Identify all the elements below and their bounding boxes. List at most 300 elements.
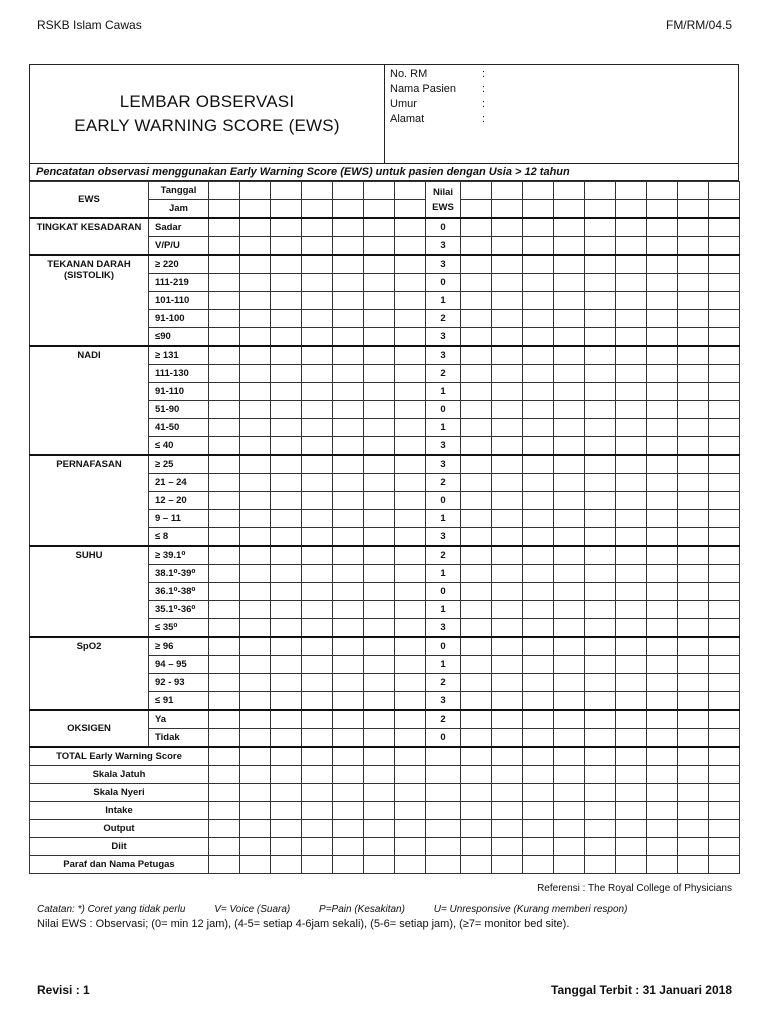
entry-cell[interactable] bbox=[678, 546, 709, 565]
entry-cell[interactable] bbox=[554, 365, 585, 383]
entry-cell[interactable] bbox=[554, 218, 585, 237]
entry-cell[interactable] bbox=[209, 729, 240, 748]
entry-cell[interactable] bbox=[395, 820, 426, 838]
entry-cell[interactable] bbox=[554, 237, 585, 256]
entry-cell[interactable] bbox=[333, 820, 364, 838]
entry-cell[interactable] bbox=[240, 838, 271, 856]
entry-cell[interactable] bbox=[240, 729, 271, 748]
entry-cell[interactable] bbox=[302, 510, 333, 528]
entry-cell[interactable] bbox=[492, 601, 523, 619]
entry-cell[interactable] bbox=[461, 820, 492, 838]
entry-cell[interactable] bbox=[333, 292, 364, 310]
entry-cell[interactable] bbox=[492, 274, 523, 292]
entry-cell[interactable] bbox=[209, 346, 240, 365]
entry-cell[interactable] bbox=[616, 274, 647, 292]
entry-cell[interactable] bbox=[333, 528, 364, 547]
entry-cell[interactable] bbox=[554, 710, 585, 729]
entry-cell[interactable] bbox=[395, 237, 426, 256]
entry-cell[interactable] bbox=[616, 747, 647, 766]
entry-cell[interactable] bbox=[461, 365, 492, 383]
entry-cell[interactable] bbox=[492, 182, 523, 200]
entry-cell[interactable] bbox=[554, 565, 585, 583]
entry-cell[interactable] bbox=[523, 546, 554, 565]
entry-cell[interactable] bbox=[492, 583, 523, 601]
entry-cell[interactable] bbox=[240, 437, 271, 456]
entry-cell[interactable] bbox=[209, 747, 240, 766]
entry-cell[interactable] bbox=[209, 310, 240, 328]
entry-cell[interactable] bbox=[523, 237, 554, 256]
entry-cell[interactable] bbox=[523, 218, 554, 237]
entry-cell[interactable] bbox=[364, 528, 395, 547]
entry-cell[interactable] bbox=[395, 328, 426, 347]
entry-cell[interactable] bbox=[240, 802, 271, 820]
entry-cell[interactable] bbox=[426, 838, 461, 856]
entry-cell[interactable] bbox=[709, 802, 740, 820]
entry-cell[interactable] bbox=[240, 365, 271, 383]
entry-cell[interactable] bbox=[364, 692, 395, 711]
entry-cell[interactable] bbox=[585, 510, 616, 528]
entry-cell[interactable] bbox=[271, 656, 302, 674]
entry-cell[interactable] bbox=[426, 766, 461, 784]
entry-cell[interactable] bbox=[209, 437, 240, 456]
entry-cell[interactable] bbox=[709, 729, 740, 748]
entry-cell[interactable] bbox=[647, 710, 678, 729]
entry-cell[interactable] bbox=[395, 601, 426, 619]
entry-cell[interactable] bbox=[461, 710, 492, 729]
entry-cell[interactable] bbox=[492, 510, 523, 528]
entry-cell[interactable] bbox=[616, 856, 647, 874]
entry-cell[interactable] bbox=[461, 182, 492, 200]
entry-cell[interactable] bbox=[678, 419, 709, 437]
entry-cell[interactable] bbox=[271, 346, 302, 365]
entry-cell[interactable] bbox=[240, 820, 271, 838]
entry-cell[interactable] bbox=[240, 274, 271, 292]
entry-cell[interactable] bbox=[492, 255, 523, 274]
entry-cell[interactable] bbox=[395, 182, 426, 200]
entry-cell[interactable] bbox=[678, 601, 709, 619]
entry-cell[interactable] bbox=[240, 583, 271, 601]
entry-cell[interactable] bbox=[333, 710, 364, 729]
entry-cell[interactable] bbox=[709, 255, 740, 274]
entry-cell[interactable] bbox=[395, 310, 426, 328]
entry-cell[interactable] bbox=[461, 200, 492, 219]
entry-cell[interactable] bbox=[209, 637, 240, 656]
entry-cell[interactable] bbox=[302, 583, 333, 601]
entry-cell[interactable] bbox=[209, 820, 240, 838]
entry-cell[interactable] bbox=[271, 310, 302, 328]
entry-cell[interactable] bbox=[585, 784, 616, 802]
entry-cell[interactable] bbox=[240, 692, 271, 711]
entry-cell[interactable] bbox=[364, 255, 395, 274]
entry-cell[interactable] bbox=[240, 565, 271, 583]
entry-cell[interactable] bbox=[461, 346, 492, 365]
entry-cell[interactable] bbox=[240, 528, 271, 547]
entry-cell[interactable] bbox=[302, 474, 333, 492]
entry-cell[interactable] bbox=[616, 292, 647, 310]
entry-cell[interactable] bbox=[678, 710, 709, 729]
entry-cell[interactable] bbox=[395, 218, 426, 237]
entry-cell[interactable] bbox=[709, 182, 740, 200]
entry-cell[interactable] bbox=[461, 255, 492, 274]
entry-cell[interactable] bbox=[709, 710, 740, 729]
entry-cell[interactable] bbox=[616, 546, 647, 565]
entry-cell[interactable] bbox=[554, 692, 585, 711]
entry-cell[interactable] bbox=[461, 856, 492, 874]
entry-cell[interactable] bbox=[492, 820, 523, 838]
entry-cell[interactable] bbox=[271, 510, 302, 528]
entry-cell[interactable] bbox=[461, 310, 492, 328]
entry-cell[interactable] bbox=[523, 856, 554, 874]
entry-cell[interactable] bbox=[678, 182, 709, 200]
entry-cell[interactable] bbox=[302, 437, 333, 456]
entry-cell[interactable] bbox=[616, 710, 647, 729]
entry-cell[interactable] bbox=[554, 419, 585, 437]
entry-cell[interactable] bbox=[271, 856, 302, 874]
entry-cell[interactable] bbox=[492, 766, 523, 784]
entry-cell[interactable] bbox=[302, 346, 333, 365]
entry-cell[interactable] bbox=[554, 838, 585, 856]
entry-cell[interactable] bbox=[585, 437, 616, 456]
entry-cell[interactable] bbox=[271, 747, 302, 766]
entry-cell[interactable] bbox=[585, 419, 616, 437]
entry-cell[interactable] bbox=[364, 401, 395, 419]
entry-cell[interactable] bbox=[271, 692, 302, 711]
entry-cell[interactable] bbox=[271, 710, 302, 729]
entry-cell[interactable] bbox=[461, 492, 492, 510]
entry-cell[interactable] bbox=[395, 401, 426, 419]
entry-cell[interactable] bbox=[616, 692, 647, 711]
entry-cell[interactable] bbox=[647, 565, 678, 583]
entry-cell[interactable] bbox=[616, 656, 647, 674]
entry-cell[interactable] bbox=[678, 218, 709, 237]
entry-cell[interactable] bbox=[554, 200, 585, 219]
entry-cell[interactable] bbox=[209, 419, 240, 437]
entry-cell[interactable] bbox=[647, 692, 678, 711]
entry-cell[interactable] bbox=[209, 182, 240, 200]
entry-cell[interactable] bbox=[395, 674, 426, 692]
entry-cell[interactable] bbox=[554, 401, 585, 419]
entry-cell[interactable] bbox=[395, 766, 426, 784]
entry-cell[interactable] bbox=[492, 455, 523, 474]
entry-cell[interactable] bbox=[678, 637, 709, 656]
entry-cell[interactable] bbox=[209, 692, 240, 711]
entry-cell[interactable] bbox=[647, 437, 678, 456]
entry-cell[interactable] bbox=[333, 619, 364, 638]
entry-cell[interactable] bbox=[709, 200, 740, 219]
entry-cell[interactable] bbox=[302, 692, 333, 711]
entry-cell[interactable] bbox=[333, 546, 364, 565]
entry-cell[interactable] bbox=[554, 583, 585, 601]
entry-cell[interactable] bbox=[461, 656, 492, 674]
entry-cell[interactable] bbox=[554, 510, 585, 528]
entry-cell[interactable] bbox=[585, 747, 616, 766]
entry-cell[interactable] bbox=[271, 383, 302, 401]
entry-cell[interactable] bbox=[209, 383, 240, 401]
entry-cell[interactable] bbox=[492, 437, 523, 456]
entry-cell[interactable] bbox=[395, 474, 426, 492]
entry-cell[interactable] bbox=[523, 820, 554, 838]
entry-cell[interactable] bbox=[395, 528, 426, 547]
entry-cell[interactable] bbox=[554, 437, 585, 456]
entry-cell[interactable] bbox=[647, 328, 678, 347]
entry-cell[interactable] bbox=[240, 747, 271, 766]
entry-cell[interactable] bbox=[585, 492, 616, 510]
entry-cell[interactable] bbox=[492, 492, 523, 510]
entry-cell[interactable] bbox=[461, 784, 492, 802]
entry-cell[interactable] bbox=[364, 492, 395, 510]
entry-cell[interactable] bbox=[461, 401, 492, 419]
entry-cell[interactable] bbox=[554, 747, 585, 766]
entry-cell[interactable] bbox=[240, 766, 271, 784]
entry-cell[interactable] bbox=[585, 365, 616, 383]
entry-cell[interactable] bbox=[395, 200, 426, 219]
entry-cell[interactable] bbox=[492, 692, 523, 711]
entry-cell[interactable] bbox=[364, 237, 395, 256]
entry-cell[interactable] bbox=[364, 292, 395, 310]
entry-cell[interactable] bbox=[271, 474, 302, 492]
entry-cell[interactable] bbox=[302, 218, 333, 237]
entry-cell[interactable] bbox=[302, 747, 333, 766]
entry-cell[interactable] bbox=[585, 200, 616, 219]
entry-cell[interactable] bbox=[271, 619, 302, 638]
entry-cell[interactable] bbox=[240, 710, 271, 729]
entry-cell[interactable] bbox=[461, 601, 492, 619]
entry-cell[interactable] bbox=[395, 637, 426, 656]
entry-cell[interactable] bbox=[585, 656, 616, 674]
entry-cell[interactable] bbox=[302, 601, 333, 619]
entry-cell[interactable] bbox=[585, 856, 616, 874]
entry-cell[interactable] bbox=[492, 474, 523, 492]
entry-cell[interactable] bbox=[678, 747, 709, 766]
entry-cell[interactable] bbox=[461, 455, 492, 474]
entry-cell[interactable] bbox=[333, 492, 364, 510]
entry-cell[interactable] bbox=[492, 237, 523, 256]
entry-cell[interactable] bbox=[554, 182, 585, 200]
entry-cell[interactable] bbox=[647, 182, 678, 200]
entry-cell[interactable] bbox=[709, 674, 740, 692]
entry-cell[interactable] bbox=[585, 328, 616, 347]
entry-cell[interactable] bbox=[271, 419, 302, 437]
entry-cell[interactable] bbox=[616, 455, 647, 474]
entry-cell[interactable] bbox=[395, 546, 426, 565]
entry-cell[interactable] bbox=[209, 656, 240, 674]
entry-cell[interactable] bbox=[209, 710, 240, 729]
entry-cell[interactable] bbox=[271, 492, 302, 510]
entry-cell[interactable] bbox=[678, 365, 709, 383]
entry-cell[interactable] bbox=[302, 401, 333, 419]
entry-cell[interactable] bbox=[678, 401, 709, 419]
entry-cell[interactable] bbox=[492, 528, 523, 547]
entry-cell[interactable] bbox=[678, 346, 709, 365]
entry-cell[interactable] bbox=[240, 346, 271, 365]
entry-cell[interactable] bbox=[395, 565, 426, 583]
entry-cell[interactable] bbox=[523, 292, 554, 310]
entry-cell[interactable] bbox=[678, 674, 709, 692]
entry-cell[interactable] bbox=[209, 546, 240, 565]
entry-cell[interactable] bbox=[271, 182, 302, 200]
entry-cell[interactable] bbox=[585, 710, 616, 729]
entry-cell[interactable] bbox=[616, 401, 647, 419]
entry-cell[interactable] bbox=[461, 619, 492, 638]
entry-cell[interactable] bbox=[585, 255, 616, 274]
entry-cell[interactable] bbox=[523, 274, 554, 292]
entry-cell[interactable] bbox=[678, 838, 709, 856]
entry-cell[interactable] bbox=[333, 346, 364, 365]
entry-cell[interactable] bbox=[492, 365, 523, 383]
entry-cell[interactable] bbox=[302, 328, 333, 347]
entry-cell[interactable] bbox=[271, 237, 302, 256]
entry-cell[interactable] bbox=[647, 619, 678, 638]
entry-cell[interactable] bbox=[647, 237, 678, 256]
entry-cell[interactable] bbox=[395, 619, 426, 638]
entry-cell[interactable] bbox=[240, 619, 271, 638]
entry-cell[interactable] bbox=[492, 310, 523, 328]
entry-cell[interactable] bbox=[240, 455, 271, 474]
entry-cell[interactable] bbox=[554, 656, 585, 674]
entry-cell[interactable] bbox=[709, 218, 740, 237]
entry-cell[interactable] bbox=[492, 802, 523, 820]
entry-cell[interactable] bbox=[678, 565, 709, 583]
entry-cell[interactable] bbox=[364, 619, 395, 638]
entry-cell[interactable] bbox=[461, 747, 492, 766]
entry-cell[interactable] bbox=[585, 820, 616, 838]
entry-cell[interactable] bbox=[616, 218, 647, 237]
entry-cell[interactable] bbox=[364, 419, 395, 437]
entry-cell[interactable] bbox=[461, 383, 492, 401]
entry-cell[interactable] bbox=[209, 292, 240, 310]
entry-cell[interactable] bbox=[364, 182, 395, 200]
entry-cell[interactable] bbox=[333, 583, 364, 601]
entry-cell[interactable] bbox=[647, 218, 678, 237]
entry-cell[interactable] bbox=[492, 710, 523, 729]
entry-cell[interactable] bbox=[678, 383, 709, 401]
entry-cell[interactable] bbox=[333, 383, 364, 401]
entry-cell[interactable] bbox=[302, 383, 333, 401]
entry-cell[interactable] bbox=[492, 856, 523, 874]
entry-cell[interactable] bbox=[709, 419, 740, 437]
entry-cell[interactable] bbox=[333, 474, 364, 492]
entry-cell[interactable] bbox=[492, 619, 523, 638]
entry-cell[interactable] bbox=[209, 601, 240, 619]
entry-cell[interactable] bbox=[709, 766, 740, 784]
entry-cell[interactable] bbox=[461, 510, 492, 528]
entry-cell[interactable] bbox=[209, 218, 240, 237]
entry-cell[interactable] bbox=[523, 492, 554, 510]
entry-cell[interactable] bbox=[616, 729, 647, 748]
entry-cell[interactable] bbox=[364, 200, 395, 219]
entry-cell[interactable] bbox=[647, 401, 678, 419]
entry-cell[interactable] bbox=[395, 455, 426, 474]
entry-cell[interactable] bbox=[678, 528, 709, 547]
entry-cell[interactable] bbox=[302, 492, 333, 510]
entry-cell[interactable] bbox=[333, 656, 364, 674]
entry-cell[interactable] bbox=[209, 455, 240, 474]
entry-cell[interactable] bbox=[461, 583, 492, 601]
entry-cell[interactable] bbox=[333, 637, 364, 656]
entry-cell[interactable] bbox=[240, 255, 271, 274]
entry-cell[interactable] bbox=[364, 565, 395, 583]
entry-cell[interactable] bbox=[271, 218, 302, 237]
entry-cell[interactable] bbox=[616, 328, 647, 347]
entry-cell[interactable] bbox=[678, 237, 709, 256]
entry-cell[interactable] bbox=[554, 528, 585, 547]
entry-cell[interactable] bbox=[364, 766, 395, 784]
entry-cell[interactable] bbox=[333, 766, 364, 784]
entry-cell[interactable] bbox=[364, 365, 395, 383]
entry-cell[interactable] bbox=[647, 510, 678, 528]
entry-cell[interactable] bbox=[647, 802, 678, 820]
entry-cell[interactable] bbox=[333, 856, 364, 874]
entry-cell[interactable] bbox=[647, 820, 678, 838]
entry-cell[interactable] bbox=[616, 437, 647, 456]
entry-cell[interactable] bbox=[678, 784, 709, 802]
entry-cell[interactable] bbox=[709, 656, 740, 674]
entry-cell[interactable] bbox=[364, 856, 395, 874]
entry-cell[interactable] bbox=[554, 729, 585, 748]
entry-cell[interactable] bbox=[492, 729, 523, 748]
entry-cell[interactable] bbox=[271, 401, 302, 419]
entry-cell[interactable] bbox=[302, 237, 333, 256]
entry-cell[interactable] bbox=[523, 710, 554, 729]
entry-cell[interactable] bbox=[240, 492, 271, 510]
entry-cell[interactable] bbox=[523, 200, 554, 219]
entry-cell[interactable] bbox=[302, 619, 333, 638]
entry-cell[interactable] bbox=[492, 328, 523, 347]
entry-cell[interactable] bbox=[395, 583, 426, 601]
entry-cell[interactable] bbox=[461, 528, 492, 547]
entry-cell[interactable] bbox=[333, 802, 364, 820]
entry-cell[interactable] bbox=[240, 784, 271, 802]
entry-cell[interactable] bbox=[492, 218, 523, 237]
entry-cell[interactable] bbox=[271, 200, 302, 219]
entry-cell[interactable] bbox=[678, 766, 709, 784]
entry-cell[interactable] bbox=[209, 365, 240, 383]
entry-cell[interactable] bbox=[523, 401, 554, 419]
entry-cell[interactable] bbox=[333, 601, 364, 619]
entry-cell[interactable] bbox=[426, 784, 461, 802]
entry-cell[interactable] bbox=[302, 820, 333, 838]
entry-cell[interactable] bbox=[616, 820, 647, 838]
entry-cell[interactable] bbox=[302, 838, 333, 856]
entry-cell[interactable] bbox=[523, 656, 554, 674]
entry-cell[interactable] bbox=[523, 601, 554, 619]
entry-cell[interactable] bbox=[709, 328, 740, 347]
entry-cell[interactable] bbox=[709, 820, 740, 838]
entry-cell[interactable] bbox=[678, 856, 709, 874]
entry-cell[interactable] bbox=[709, 274, 740, 292]
entry-cell[interactable] bbox=[364, 656, 395, 674]
entry-cell[interactable] bbox=[709, 784, 740, 802]
entry-cell[interactable] bbox=[678, 510, 709, 528]
entry-cell[interactable] bbox=[395, 437, 426, 456]
entry-cell[interactable] bbox=[271, 583, 302, 601]
entry-cell[interactable] bbox=[647, 583, 678, 601]
entry-cell[interactable] bbox=[333, 237, 364, 256]
entry-cell[interactable] bbox=[678, 310, 709, 328]
entry-cell[interactable] bbox=[240, 601, 271, 619]
entry-cell[interactable] bbox=[709, 619, 740, 638]
entry-cell[interactable] bbox=[585, 218, 616, 237]
entry-cell[interactable] bbox=[333, 419, 364, 437]
entry-cell[interactable] bbox=[492, 838, 523, 856]
entry-cell[interactable] bbox=[395, 856, 426, 874]
entry-cell[interactable] bbox=[209, 565, 240, 583]
entry-cell[interactable] bbox=[709, 237, 740, 256]
entry-cell[interactable] bbox=[240, 292, 271, 310]
entry-cell[interactable] bbox=[240, 637, 271, 656]
entry-cell[interactable] bbox=[364, 784, 395, 802]
entry-cell[interactable] bbox=[554, 619, 585, 638]
